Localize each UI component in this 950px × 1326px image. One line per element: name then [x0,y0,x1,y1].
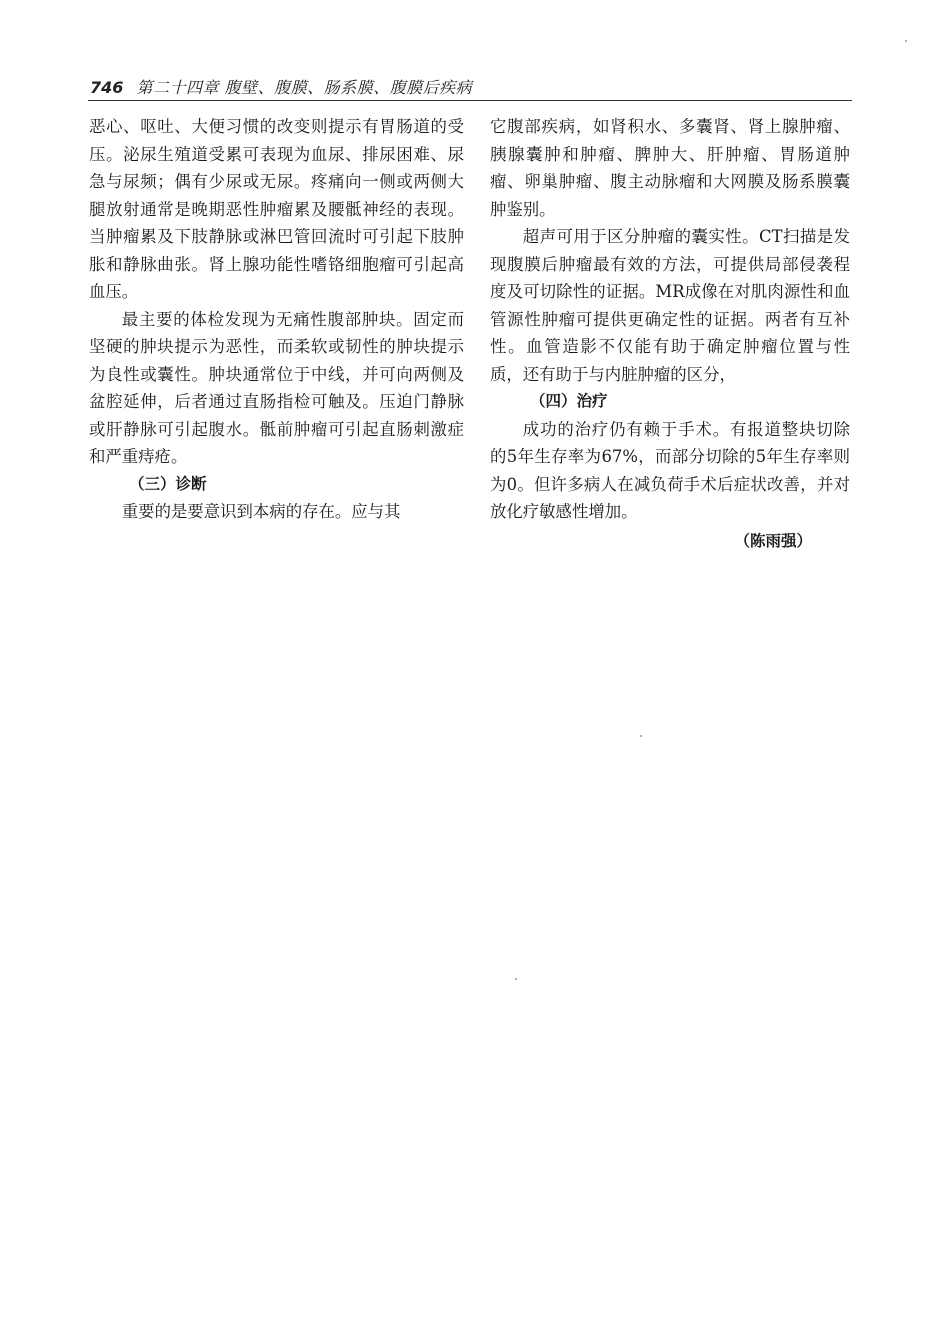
left-column [89,113,464,526]
scan-speck [905,40,907,42]
section-heading-diagnosis: （三）诊断 [129,474,207,493]
paragraph-physical-exam: 最主要的体检发现为无痛性腹部肿块。固定而坚硬的肿块提示为恶性，而柔软或韧性的肿块提示为良性或囊性。肿块通常位于中线，并可向两侧及盆腔延伸，后者通过直肠指检可触及。压迫门静脉或肝静脉可引起腹水。骶前肿瘤可引起直肠刺激症和严重痔疮。 [89,309,464,466]
running-header [90,78,850,100]
paragraph-symptoms: 恶心、呕吐、大便习惯的改变则提示有胃肠道的受压。泌尿生殖道受累可表现为血尿、排尿困难、尿急与尿频；偶有少尿或无尿。疼痛向一侧或两侧大腿放射通常是晚期恶性肿瘤累及腰骶神经的表现。当肿瘤累及下肢静脉或淋巴管回流时可引起下肢肿胀和静脉曲张。肾上腺功能性嗜铬细胞瘤可引起高血压。 [89,117,464,301]
paragraph-diagnosis: 重要的是要意识到本病的存在。应与其 [121,502,401,521]
section-heading-treatment: （四）治疗 [530,392,608,410]
author-credit: （陈雨强） [734,531,812,550]
chapter-title: 第二十四章 腹壁、腹膜、肠系膜、腹膜后疾病 [136,78,473,97]
right-column [490,113,850,555]
paragraph-treatment: 成功的治疗仍有赖于手术。有报道整块切除的5年生存率为67%，而部分切除的5年生存率则为0。但许多病人在减负荷手术后症状改善，并对放化疗敏感性增加。 [490,419,850,521]
paragraph-differential: 它腹部疾病，如肾积水、多囊肾、肾上腺肿瘤、胰腺囊肿和肿瘤、脾肿大、肝肿瘤、胃肠道肿瘤、卵巢肿瘤、腹主动脉瘤和大网膜及肠系膜囊肿鉴别。 [490,117,850,219]
page-number: 746 [90,78,124,97]
scan-speck [640,735,642,737]
paragraph-imaging: 超声可用于区分肿瘤的囊实性。CT扫描是发现腹膜后肿瘤最有效的方法，可提供局部侵袭程度及可切除性的证据。MR成像在对肌肉源性和血管源性肿瘤可提供更确定性的证据。两者有互补性。血管造影不仅能有助于确定肿瘤位置与性质，还有助于与内脏肿瘤的区分， [490,227,850,384]
header-rule [88,100,852,101]
scan-speck [515,978,517,980]
